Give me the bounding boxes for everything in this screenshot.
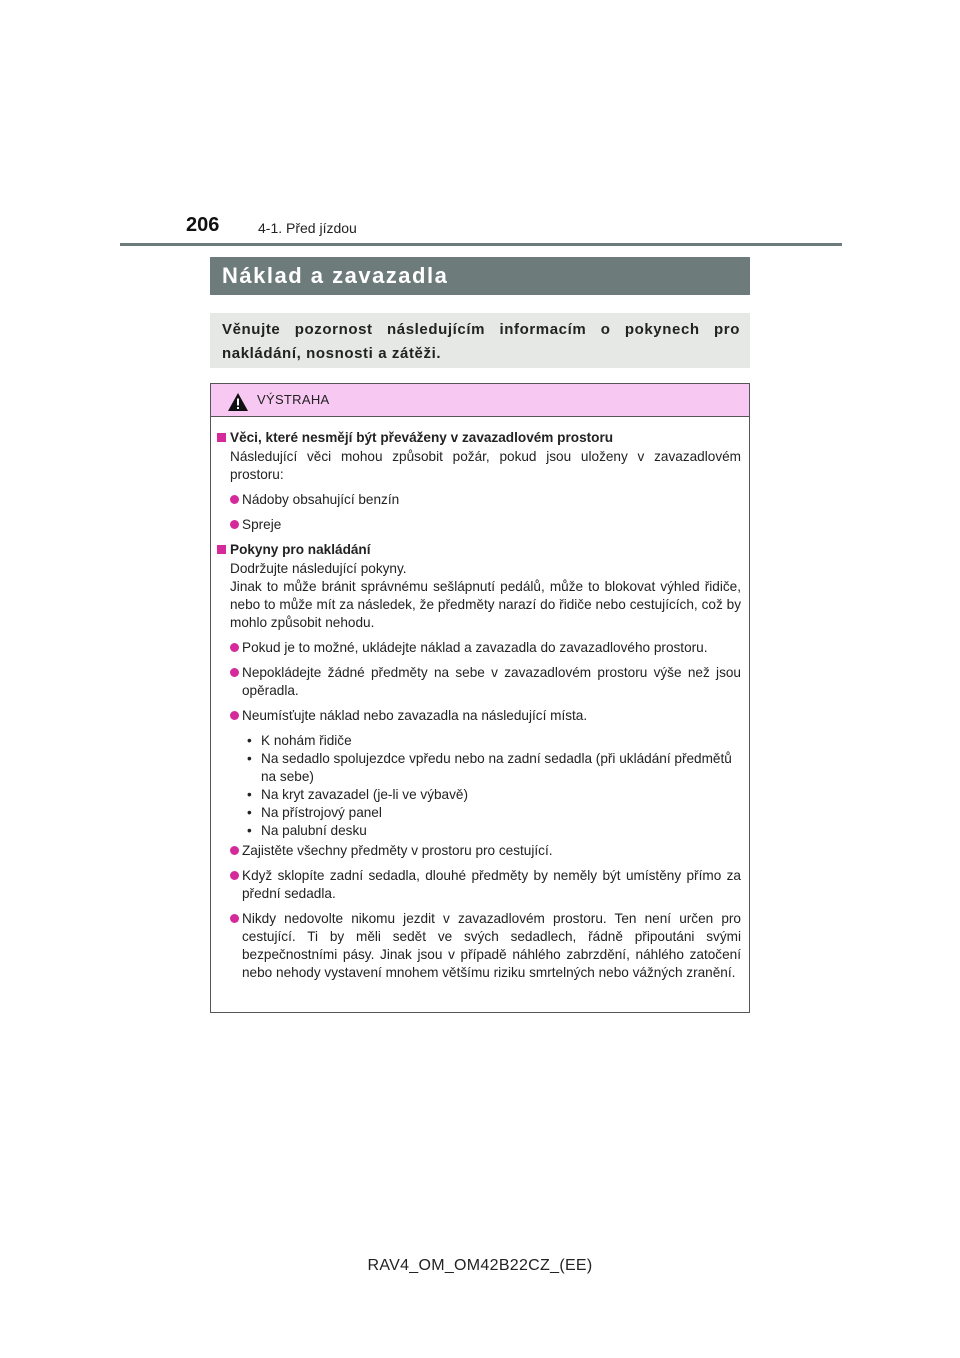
sub-list-item — [247, 750, 741, 786]
bullet-dot-icon: • — [247, 751, 252, 766]
section-heading-text: Pokyny pro nakládání — [230, 542, 371, 557]
bullet-dot-icon: • — [247, 733, 252, 748]
list-item-text: Nikdy nedovolte nikomu jezdit v zavazadlovém prostoru. Ten není určen pro cestující. Ti by měli sedět ve svých sedadlech, řádně připoutáni svými bezpečnostními pásy. Jinak jsou v případě náhlého zabrzdění, náhlého zatočení nebo nehody vystavení mnohem většímu riziku smrtelných nebo vážných zranění. — [242, 911, 741, 980]
circle-bullet-icon — [230, 643, 239, 652]
page-title: Náklad a zavazadla — [222, 263, 449, 288]
intro-text: Věnujte pozornost následujícím informacím o pokynech pro nakládání, nosnosti a zátěži. — [222, 321, 740, 362]
sub-list-item — [247, 804, 741, 822]
warning-triangle-icon — [227, 392, 249, 412]
paragraph-line: Dodržujte následující pokyny. — [230, 561, 407, 576]
document-code: RAV4_OM_OM42B22CZ_(EE) — [367, 1257, 593, 1274]
bullet-dot-icon: • — [247, 823, 252, 838]
sub-list-item-text: Na přístrojový panel — [261, 805, 382, 820]
list-item — [217, 516, 741, 534]
list-item — [217, 867, 741, 903]
sub-list-item-text: K nohám řidiče — [261, 733, 352, 748]
warning-header — [211, 384, 749, 417]
list-item-text: Spreje — [242, 517, 282, 532]
list-item — [217, 639, 741, 657]
page-number: 206 — [186, 214, 220, 236]
list-item-text: Pokud je to možné, ukládejte náklad a zavazadla do zavazadlového prostoru. — [242, 640, 708, 655]
circle-bullet-icon — [230, 495, 239, 504]
header-rule — [120, 243, 842, 246]
bullet-dot-icon: • — [247, 805, 252, 820]
circle-bullet-icon — [230, 871, 239, 880]
sub-list-item — [247, 786, 741, 804]
list-item — [217, 664, 741, 700]
list-item-text: Nepokládejte žádné předměty na sebe v zavazadlovém prostoru výše než jsou opěradla. — [242, 665, 741, 698]
list-item — [217, 842, 741, 860]
list-item — [217, 910, 741, 982]
intro-box — [210, 313, 750, 368]
warning-label: VÝSTRAHA — [257, 392, 330, 407]
bullet-dot-icon: • — [247, 787, 252, 802]
circle-bullet-icon — [230, 711, 239, 720]
list-item-text: Neumísťujte náklad nebo zavazadla na následující místa. — [242, 708, 588, 723]
circle-bullet-icon — [230, 846, 239, 855]
list-item-text: Když sklopíte zadní sedadla, dlouhé předměty by neměly být umístěny přímo za přední sedadla. — [242, 868, 741, 901]
paragraph: Následující věci mohou způsobit požár, pokud jsou uloženy v zavazadlovém prostoru: — [230, 449, 741, 482]
circle-bullet-icon — [230, 668, 239, 677]
circle-bullet-icon — [230, 520, 239, 529]
circle-bullet-icon — [230, 914, 239, 923]
section-heading — [217, 541, 741, 559]
square-bullet-icon — [217, 545, 226, 554]
paragraph-line: Jinak to může bránit správnému sešlápnutí pedálů, může to blokovat výhled řidiče, nebo to může mít za následek, že předměty narazí do řidiče nebo cestujících, což by mohlo způsobit nehodu. — [230, 579, 741, 630]
sub-list — [217, 732, 741, 840]
sub-list-item — [247, 822, 741, 840]
square-bullet-icon — [217, 433, 226, 442]
list-item-text: Zajistěte všechny předměty v prostoru pro cestující. — [242, 843, 553, 858]
list-item — [217, 707, 741, 725]
list-item-text: Nádoby obsahující benzín — [242, 492, 400, 507]
sub-list-item-text: Na sedadlo spolujezdce vpředu nebo na zadní sedadla (při ukládání předmětů na sebe) — [261, 751, 732, 784]
warning-box — [210, 383, 750, 1013]
paragraph — [217, 560, 741, 632]
section-heading-text: Věci, které nesmějí být převáženy v zavazadlovém prostoru — [230, 430, 614, 445]
section-heading — [217, 429, 741, 447]
sub-list-item-text: Na kryt zavazadel (je-li ve výbavě) — [261, 787, 468, 802]
title-bar — [210, 257, 750, 295]
section-label: 4-1. Před jízdou — [258, 220, 357, 236]
list-item — [217, 491, 741, 509]
sub-list-item-text: Na palubní desku — [261, 823, 367, 838]
sub-list-item — [247, 732, 741, 750]
warning-body — [211, 417, 749, 982]
